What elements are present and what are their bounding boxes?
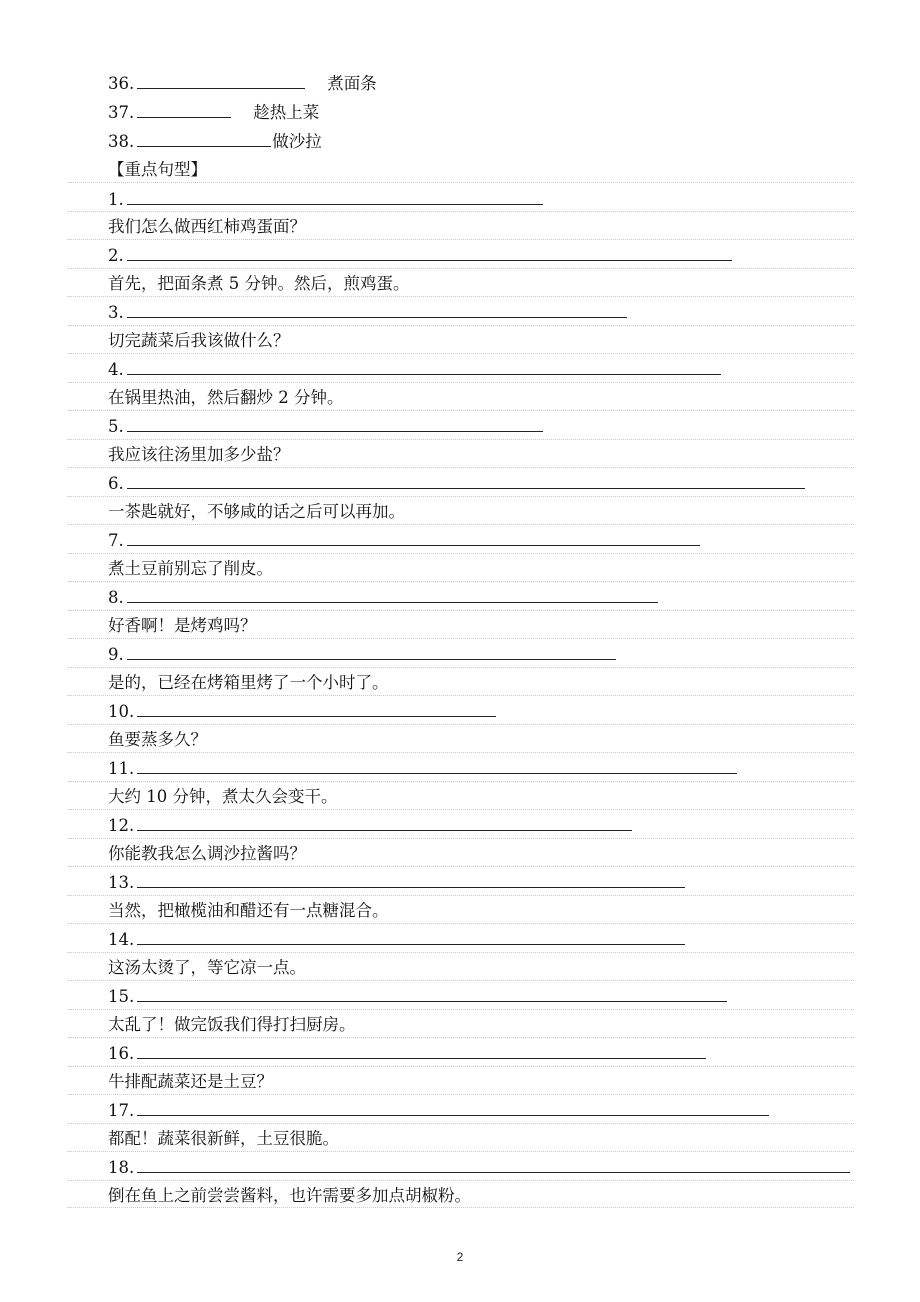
item-number: 3. — [108, 303, 124, 322]
answer-blank[interactable] — [127, 527, 700, 546]
sentence-chinese: 在锅里热油，然后翻炒 2 分钟。 — [108, 388, 344, 407]
sentence-blank-row — [108, 755, 737, 783]
answer-blank[interactable] — [137, 1040, 706, 1059]
sentence-chinese: 都配！蔬菜很新鲜，土豆很脆。 — [108, 1129, 339, 1148]
sentence-blank-row — [108, 1154, 850, 1182]
sentence-chinese: 倒在鱼上之前尝尝酱料，也许需要多加点胡椒粉。 — [108, 1186, 471, 1205]
sentence-blank-row — [108, 413, 543, 441]
sentence-chinese: 好香啊！是烤鸡吗？ — [108, 616, 257, 635]
sentence-blank-row — [108, 527, 700, 555]
item-number: 14. — [108, 930, 135, 949]
answer-blank[interactable] — [127, 242, 732, 261]
sentence-chinese: 首先，把面条煮 5 分钟。然后，煎鸡蛋。 — [108, 274, 410, 293]
answer-blank[interactable] — [127, 299, 627, 318]
sentence-blank-row — [108, 1040, 706, 1068]
item-number: 1. — [108, 190, 124, 209]
answer-blank[interactable] — [127, 413, 543, 432]
sentence-blank-row — [108, 584, 658, 612]
sentence-blank-row — [108, 470, 805, 498]
answer-blank[interactable] — [137, 1154, 850, 1173]
item-number: 37. — [108, 103, 135, 122]
item-number: 10. — [108, 702, 135, 721]
sentence-chinese: 太乱了！做完饭我们得打扫厨房。 — [108, 1015, 356, 1034]
sentence-chinese: 大约 10 分钟，煮太久会变干。 — [108, 787, 338, 806]
item-number: 16. — [108, 1044, 135, 1063]
sentence-blank-row — [108, 983, 727, 1011]
item-number: 5. — [108, 417, 124, 436]
answer-blank[interactable] — [127, 584, 658, 603]
answer-blank[interactable] — [137, 983, 727, 1002]
item-number: 15. — [108, 987, 135, 1006]
sentence-blank-row — [108, 356, 721, 384]
vocab-meaning: 趁热上菜 — [253, 103, 320, 122]
answer-blank[interactable] — [127, 470, 805, 489]
answer-blank[interactable] — [137, 99, 231, 118]
answer-blank[interactable] — [137, 70, 305, 89]
answer-blank[interactable] — [137, 869, 685, 888]
vocab-meaning: 煮面条 — [327, 74, 377, 93]
sentence-chinese: 牛排配蔬菜还是土豆？ — [108, 1072, 273, 1091]
sentence-blank-row — [108, 698, 496, 726]
vocab-meaning: 做沙拉 — [272, 132, 322, 151]
answer-blank[interactable] — [127, 641, 616, 660]
answer-blank[interactable] — [137, 755, 737, 774]
sentence-chinese: 煮土豆前别忘了削皮。 — [108, 559, 273, 578]
sentence-chinese: 我应该往汤里加多少盐？ — [108, 445, 290, 464]
item-number: 2. — [108, 246, 124, 265]
vocab-item — [108, 99, 319, 127]
sentence-blank-row — [108, 186, 543, 214]
item-number: 11. — [108, 759, 135, 778]
vocab-item — [108, 128, 322, 156]
answer-blank[interactable] — [137, 128, 271, 147]
item-number: 38. — [108, 132, 135, 151]
item-number: 4. — [108, 360, 124, 379]
item-number: 13. — [108, 873, 135, 892]
answer-blank[interactable] — [127, 186, 543, 205]
answer-blank[interactable] — [137, 812, 632, 831]
sentence-chinese: 是的，已经在烤箱里烤了一个小时了。 — [108, 673, 389, 692]
sentence-chinese: 你能教我怎么调沙拉酱吗？ — [108, 844, 306, 863]
sentence-blank-row — [108, 1097, 769, 1125]
page-number: 2 — [456, 1250, 464, 1264]
item-number: 12. — [108, 816, 135, 835]
item-number: 9. — [108, 645, 124, 664]
answer-blank[interactable] — [127, 356, 721, 375]
sentence-chinese: 这汤太烫了，等它凉一点。 — [108, 958, 306, 977]
sentence-blank-row — [108, 812, 632, 840]
answer-blank[interactable] — [137, 698, 496, 717]
sentence-chinese: 我们怎么做西红柿鸡蛋面？ — [108, 217, 306, 236]
sentence-blank-row — [108, 299, 627, 327]
vocab-item — [108, 70, 377, 98]
sentence-blank-row — [108, 869, 685, 897]
sentence-chinese: 鱼要蒸多久？ — [108, 730, 207, 749]
item-number: 36. — [108, 74, 135, 93]
sentence-chinese: 切完蔬菜后我该做什么？ — [108, 331, 290, 350]
sentence-chinese: 当然，把橄榄油和醋还有一点糖混合。 — [108, 901, 389, 920]
item-number: 6. — [108, 474, 124, 493]
item-number: 7. — [108, 531, 124, 550]
sentence-blank-row — [108, 242, 732, 270]
sentence-chinese: 一茶匙就好，不够咸的话之后可以再加。 — [108, 502, 405, 521]
answer-blank[interactable] — [137, 1097, 769, 1116]
section-title: 【重点句型】 — [108, 160, 207, 179]
item-number: 8. — [108, 588, 124, 607]
item-number: 17. — [108, 1101, 135, 1120]
answer-blank[interactable] — [137, 926, 685, 945]
sentence-blank-row — [108, 641, 616, 669]
item-number: 18. — [108, 1158, 135, 1177]
sentence-blank-row — [108, 926, 685, 954]
